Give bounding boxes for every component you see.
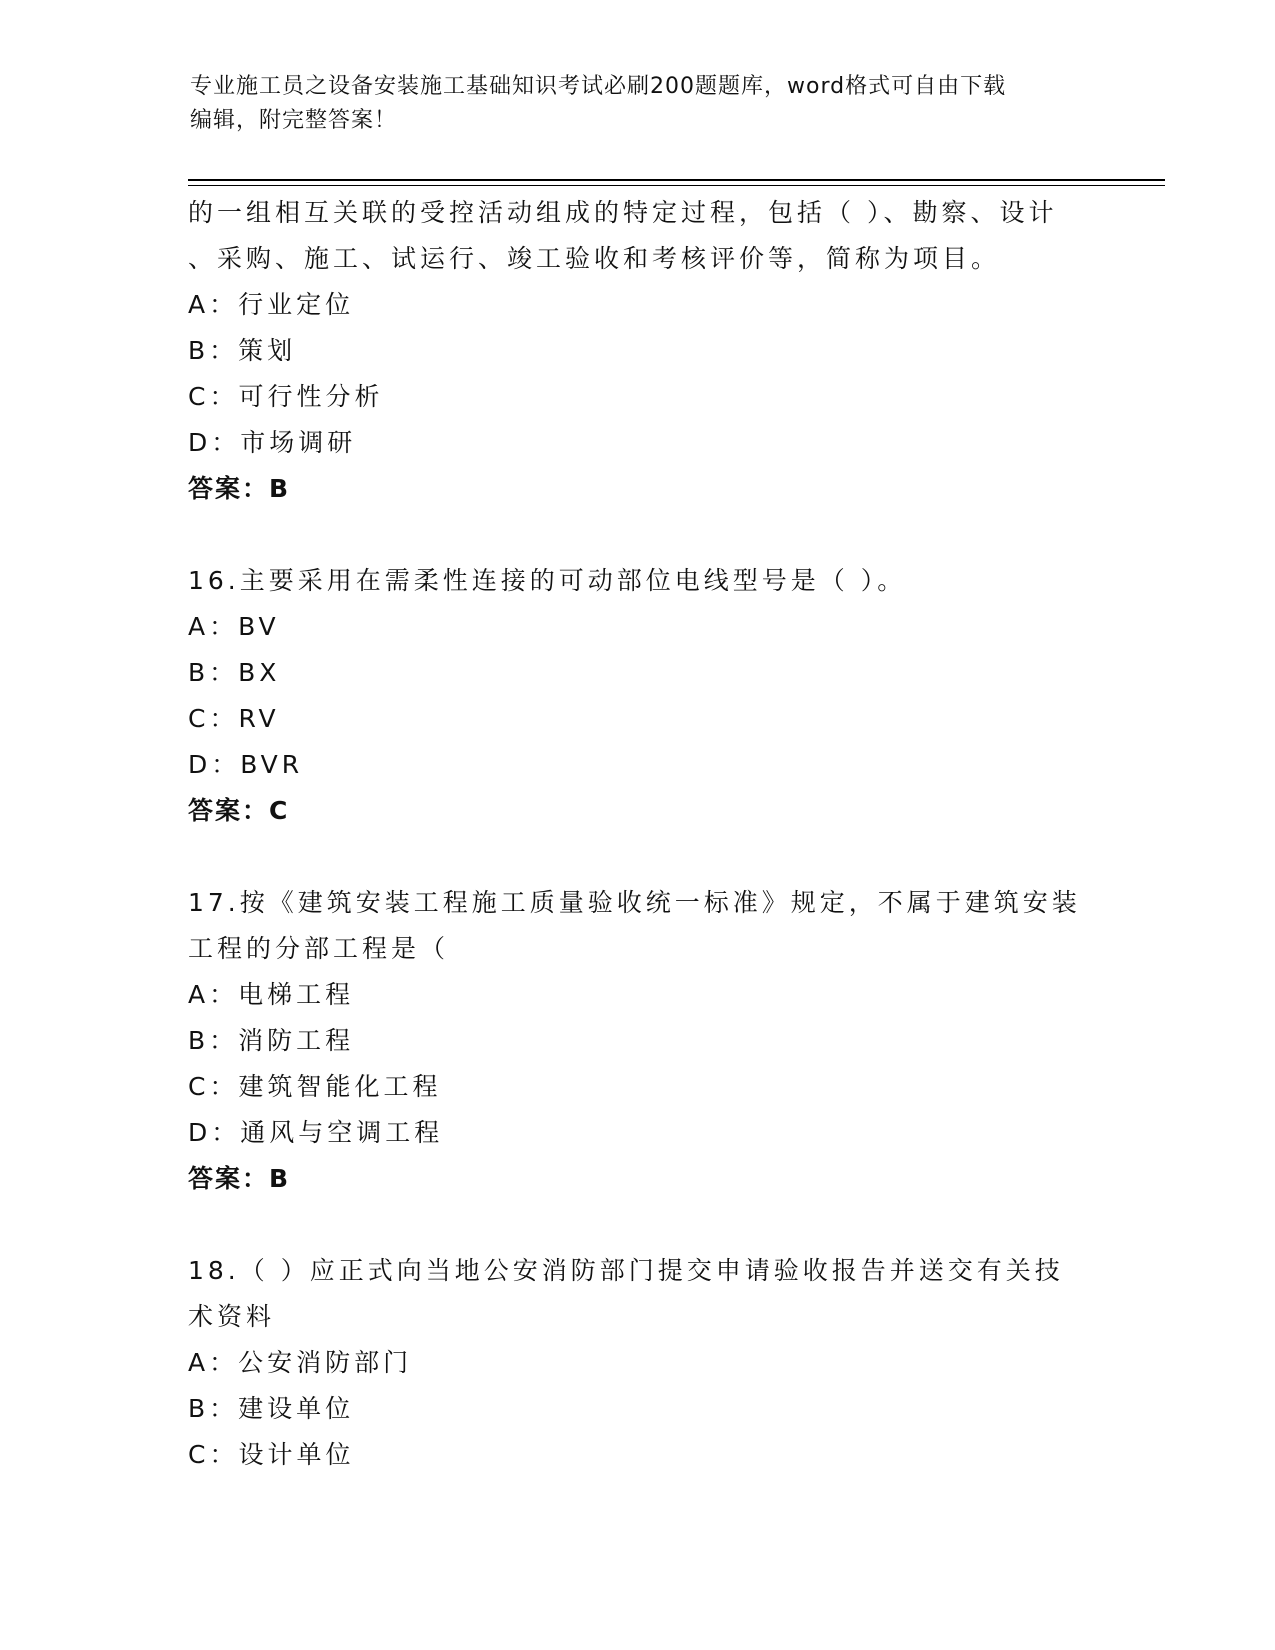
- answer-label: 答案：B: [188, 474, 291, 503]
- question-stem: 16.主要采用在需柔性连接的可动部位电线型号是（ ）。: [188, 566, 907, 595]
- option-c: C：可行性分析: [188, 382, 384, 411]
- option-a: A：行业定位: [188, 290, 355, 319]
- option-a: A：电梯工程: [188, 980, 355, 1009]
- option-a: A：BV: [188, 612, 280, 641]
- spacer: [188, 834, 1088, 880]
- header-divider-thick: [188, 179, 1165, 181]
- question-stem: 术资料: [188, 1302, 276, 1331]
- question-18: [188, 1248, 1088, 1478]
- question-stem: 18.（ ）应正式向当地公安消防部门提交申请验收报告并送交有关技: [188, 1256, 1064, 1285]
- option-b: B：策划: [188, 336, 297, 365]
- option-b: B：BX: [188, 658, 281, 687]
- header-title-line-2: 编辑，附完整答案！: [190, 108, 398, 133]
- option-b: B：消防工程: [188, 1026, 355, 1055]
- question-16: [188, 558, 1088, 834]
- option-d: D：市场调研: [188, 428, 357, 457]
- question-stem: 、采购、施工、试运行、竣工验收和考核评价等，简称为项目。: [188, 244, 1001, 273]
- option-d: D：通风与空调工程: [188, 1118, 444, 1147]
- document-header: [190, 70, 1080, 138]
- question-stem: 的一组相互关联的受控活动组成的特定过程，包括（ ）、勘察、设计: [188, 198, 1058, 227]
- answer-label: 答案：C: [188, 796, 290, 825]
- question-17: [188, 880, 1088, 1202]
- answer-label: 答案：B: [188, 1164, 291, 1193]
- header-title-line-1: 专业施工员之设备安装施工基础知识考试必刷200题题库，word格式可自由下载: [190, 74, 1007, 99]
- question-stem: 工程的分部工程是（: [188, 934, 450, 963]
- question-stem: 17.按《建筑安装工程施工质量验收统一标准》规定，不属于建筑安装: [188, 888, 1081, 917]
- option-a: A：公安消防部门: [188, 1348, 413, 1377]
- option-b: B：建设单位: [188, 1394, 355, 1423]
- header-divider-thin: [188, 185, 1165, 186]
- spacer: [188, 1202, 1088, 1248]
- option-c: C：建筑智能化工程: [188, 1072, 442, 1101]
- option-c: C：RV: [188, 704, 280, 733]
- spacer: [188, 512, 1088, 558]
- question-list: [188, 190, 1088, 1478]
- option-c: C：设计单位: [188, 1440, 355, 1469]
- option-d: D：BVR: [188, 750, 304, 779]
- question-15: [188, 190, 1088, 512]
